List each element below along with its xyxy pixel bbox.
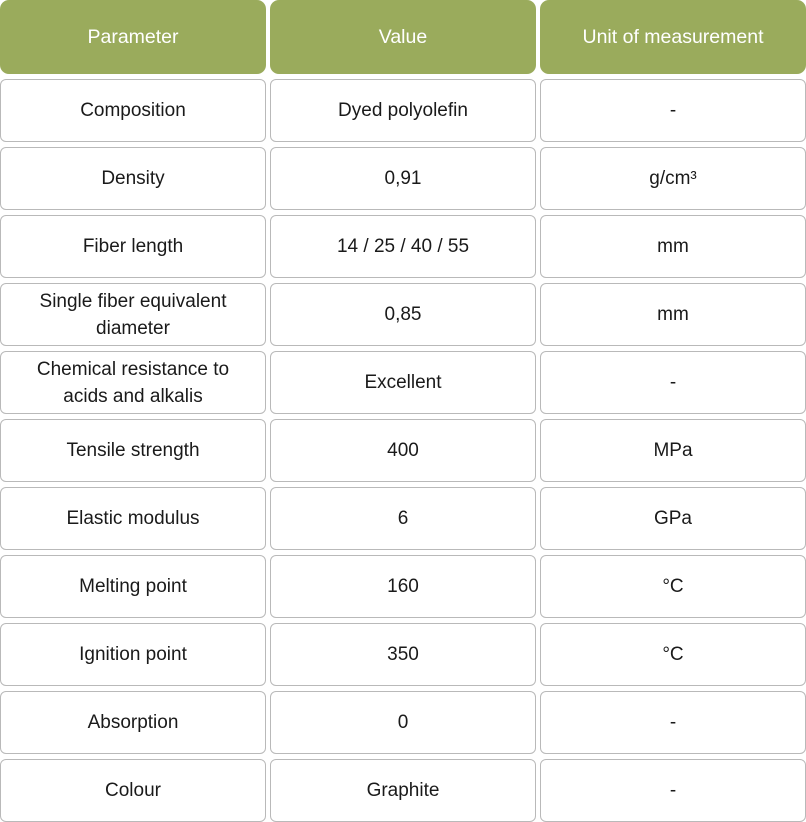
cell-value: Dyed polyolefin (270, 79, 536, 142)
table-row (0, 691, 806, 754)
cell-parameter: Chemical resistance to acids and alkalis (0, 351, 266, 414)
cell-value: 400 (270, 419, 536, 482)
cell-value: 350 (270, 623, 536, 686)
cell-unit: MPa (540, 419, 806, 482)
table-row (0, 623, 806, 686)
table-row (0, 147, 806, 210)
cell-value: 6 (270, 487, 536, 550)
cell-value: Excellent (270, 351, 536, 414)
cell-unit: °C (540, 623, 806, 686)
cell-parameter: Tensile strength (0, 419, 266, 482)
header-value: Value (270, 0, 536, 74)
cell-value: 0 (270, 691, 536, 754)
cell-parameter: Colour (0, 759, 266, 822)
cell-parameter: Ignition point (0, 623, 266, 686)
cell-parameter: Composition (0, 79, 266, 142)
cell-unit: - (540, 759, 806, 822)
table-header-row (0, 0, 806, 74)
cell-value: Graphite (270, 759, 536, 822)
table-row (0, 555, 806, 618)
table-row (0, 487, 806, 550)
cell-unit: - (540, 691, 806, 754)
table-row (0, 215, 806, 278)
cell-parameter: Absorption (0, 691, 266, 754)
header-parameter: Parameter (0, 0, 266, 74)
cell-unit: g/cm³ (540, 147, 806, 210)
header-unit: Unit of measurement (540, 0, 806, 74)
cell-unit: mm (540, 215, 806, 278)
cell-unit: - (540, 351, 806, 414)
cell-value: 0,85 (270, 283, 536, 346)
cell-unit: GPa (540, 487, 806, 550)
table-row (0, 351, 806, 414)
cell-value: 160 (270, 555, 536, 618)
cell-parameter: Fiber length (0, 215, 266, 278)
cell-parameter: Density (0, 147, 266, 210)
cell-parameter: Elastic modulus (0, 487, 266, 550)
table-row (0, 283, 806, 346)
cell-parameter: Single fiber equivalent diameter (0, 283, 266, 346)
cell-unit: - (540, 79, 806, 142)
cell-unit: mm (540, 283, 806, 346)
cell-unit: °C (540, 555, 806, 618)
table-row (0, 79, 806, 142)
table-row (0, 419, 806, 482)
cell-value: 14 / 25 / 40 / 55 (270, 215, 536, 278)
cell-value: 0,91 (270, 147, 536, 210)
cell-parameter: Melting point (0, 555, 266, 618)
table-row (0, 759, 806, 822)
